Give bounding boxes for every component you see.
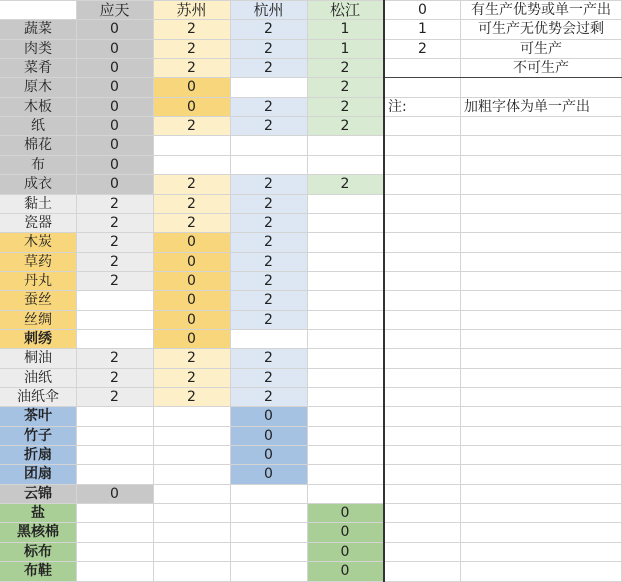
row-label-cell[interactable]: 蚕丝: [0, 291, 76, 310]
value-cell[interactable]: 0: [76, 156, 153, 175]
row-label-cell[interactable]: 黏土: [0, 195, 76, 214]
value-cell[interactable]: [76, 291, 153, 310]
gridline: [0, 484, 622, 485]
gridline: [0, 0, 622, 1]
value-cell[interactable]: [76, 446, 153, 465]
value-cell[interactable]: [153, 156, 230, 175]
value-cell[interactable]: 0: [153, 98, 230, 117]
value-cell[interactable]: [307, 291, 383, 310]
value-cell[interactable]: 2: [230, 369, 307, 388]
value-cell[interactable]: 2: [230, 40, 307, 59]
value-cell[interactable]: [307, 233, 383, 252]
value-cell[interactable]: [76, 504, 153, 523]
row-label-cell[interactable]: 菜肴: [0, 59, 76, 78]
table-legend-separator: [383, 0, 385, 582]
value-cell[interactable]: [307, 311, 383, 330]
value-cell[interactable]: 2: [76, 272, 153, 291]
gridline: [0, 58, 622, 59]
value-cell[interactable]: 2: [230, 195, 307, 214]
row-label-cell[interactable]: 草药: [0, 253, 76, 272]
row-label-cell[interactable]: 棉花: [0, 136, 76, 155]
gridline: [460, 0, 461, 582]
value-cell[interactable]: 2: [230, 175, 307, 194]
row-label-cell[interactable]: 瓷器: [0, 214, 76, 233]
value-cell[interactable]: 0: [230, 407, 307, 426]
gridline: [0, 348, 622, 349]
gridline: [0, 155, 622, 156]
value-cell[interactable]: [76, 330, 153, 349]
row-label-cell[interactable]: 折扇: [0, 446, 76, 465]
legend-code-cell[interactable]: 0: [418, 2, 427, 18]
value-cell[interactable]: 2: [76, 253, 153, 272]
header-cell[interactable]: 苏州: [153, 1, 230, 20]
gridline: [0, 445, 622, 446]
header-corner-cell[interactable]: [0, 1, 76, 20]
gridline: [0, 290, 622, 291]
row-label-cell[interactable]: 茶叶: [0, 407, 76, 426]
value-cell[interactable]: 0: [307, 562, 383, 581]
value-cell[interactable]: 2: [76, 214, 153, 233]
gridline: [0, 522, 622, 523]
value-cell[interactable]: [307, 485, 383, 504]
gridline: [0, 19, 622, 20]
value-cell[interactable]: 2: [76, 195, 153, 214]
value-cell[interactable]: 0: [153, 272, 230, 291]
value-cell[interactable]: 0: [76, 78, 153, 97]
legend-text-cell[interactable]: 可生产无优势会过剩: [478, 21, 604, 38]
value-cell[interactable]: [230, 485, 307, 504]
gridline: [0, 232, 622, 233]
value-cell[interactable]: 0: [153, 311, 230, 330]
value-cell[interactable]: [307, 446, 383, 465]
gridline: [76, 0, 77, 582]
note-label-cell[interactable]: 注:: [388, 98, 407, 115]
value-cell[interactable]: 0: [153, 330, 230, 349]
value-cell[interactable]: [230, 136, 307, 155]
value-cell[interactable]: [307, 156, 383, 175]
value-cell[interactable]: [153, 427, 230, 446]
value-cell[interactable]: [230, 156, 307, 175]
legend-underline: [385, 77, 622, 78]
row-label-cell[interactable]: 成衣: [0, 175, 76, 194]
value-cell[interactable]: [307, 427, 383, 446]
value-cell[interactable]: 0: [307, 504, 383, 523]
value-cell[interactable]: 2: [76, 369, 153, 388]
value-cell[interactable]: [76, 311, 153, 330]
row-label-cell[interactable]: 标布: [0, 543, 76, 562]
value-cell[interactable]: [307, 195, 383, 214]
row-label-cell[interactable]: 布鞋: [0, 562, 76, 581]
gridline: [0, 310, 622, 311]
value-cell[interactable]: 2: [76, 388, 153, 407]
value-cell[interactable]: 0: [76, 20, 153, 39]
value-cell[interactable]: [230, 543, 307, 562]
value-cell[interactable]: 2: [230, 311, 307, 330]
value-cell[interactable]: 2: [153, 20, 230, 39]
row-label-cell[interactable]: 木炭: [0, 233, 76, 252]
value-cell[interactable]: 0: [76, 40, 153, 59]
row-label-cell[interactable]: 桐油: [0, 349, 76, 368]
row-label-cell[interactable]: 布: [0, 156, 76, 175]
value-cell[interactable]: 2: [153, 349, 230, 368]
value-cell[interactable]: 1: [307, 20, 383, 39]
value-cell[interactable]: [153, 523, 230, 542]
value-cell[interactable]: [153, 446, 230, 465]
value-cell[interactable]: 2: [230, 98, 307, 117]
gridline: [0, 368, 622, 369]
gridline: [0, 464, 622, 465]
value-cell[interactable]: [153, 407, 230, 426]
value-cell[interactable]: 0: [76, 485, 153, 504]
gridline: [307, 0, 308, 582]
value-cell[interactable]: 2: [153, 40, 230, 59]
value-cell[interactable]: 2: [307, 117, 383, 136]
value-cell[interactable]: 0: [230, 465, 307, 484]
gridline: [0, 116, 622, 117]
header-cell[interactable]: 应天: [76, 1, 153, 20]
value-cell[interactable]: 2: [230, 291, 307, 310]
value-cell[interactable]: 2: [230, 253, 307, 272]
value-cell[interactable]: [230, 504, 307, 523]
value-cell[interactable]: [230, 330, 307, 349]
gridline: [0, 39, 622, 40]
row-label-cell[interactable]: 黑核棉: [0, 523, 76, 542]
value-cell[interactable]: 2: [76, 349, 153, 368]
row-label-cell[interactable]: 油纸伞: [0, 388, 76, 407]
row-label-cell[interactable]: 刺绣: [0, 330, 76, 349]
value-cell[interactable]: [307, 349, 383, 368]
value-cell[interactable]: 2: [307, 59, 383, 78]
legend-text-cell[interactable]: 不可生产: [513, 60, 569, 77]
gridline: [0, 542, 622, 543]
value-cell[interactable]: 2: [230, 214, 307, 233]
gridline: [0, 174, 622, 175]
value-cell[interactable]: [307, 465, 383, 484]
value-cell[interactable]: 0: [153, 253, 230, 272]
row-label-cell[interactable]: 团扇: [0, 465, 76, 484]
gridline: [0, 271, 622, 272]
gridline: [0, 426, 622, 427]
value-cell[interactable]: [76, 427, 153, 446]
row-label-cell[interactable]: 木板: [0, 98, 76, 117]
gridline: [0, 406, 622, 407]
value-cell[interactable]: 2: [153, 369, 230, 388]
gridline: [0, 213, 622, 214]
row-label-cell[interactable]: 丹丸: [0, 272, 76, 291]
value-cell[interactable]: [153, 136, 230, 155]
value-cell[interactable]: [230, 78, 307, 97]
value-cell[interactable]: 0: [153, 233, 230, 252]
value-cell[interactable]: 2: [153, 175, 230, 194]
value-cell[interactable]: 0: [76, 136, 153, 155]
value-cell[interactable]: 2: [153, 117, 230, 136]
value-cell[interactable]: 0: [76, 59, 153, 78]
value-cell[interactable]: 1: [307, 40, 383, 59]
value-cell[interactable]: 2: [153, 214, 230, 233]
row-label-cell[interactable]: 原木: [0, 78, 76, 97]
gridline: [230, 0, 231, 582]
value-cell[interactable]: [307, 407, 383, 426]
value-cell[interactable]: 2: [230, 59, 307, 78]
note-text-cell[interactable]: 加粗字体为单一产出: [464, 98, 590, 115]
value-cell[interactable]: 0: [230, 427, 307, 446]
gridline: [0, 135, 622, 136]
value-cell[interactable]: 2: [307, 98, 383, 117]
value-cell[interactable]: [230, 562, 307, 581]
row-label-cell[interactable]: 丝绸: [0, 311, 76, 330]
row-label-cell[interactable]: 云锦: [0, 485, 76, 504]
value-cell[interactable]: 2: [76, 233, 153, 252]
legend-text-cell[interactable]: 有生产优势或单一产出: [471, 2, 611, 18]
value-cell[interactable]: [153, 485, 230, 504]
header-cell[interactable]: 松江: [307, 1, 383, 20]
value-cell[interactable]: [307, 369, 383, 388]
value-cell[interactable]: 2: [153, 388, 230, 407]
value-cell[interactable]: [76, 407, 153, 426]
value-cell[interactable]: [153, 504, 230, 523]
value-cell[interactable]: [307, 330, 383, 349]
legend-code-cell[interactable]: 2: [418, 40, 427, 57]
row-label-cell[interactable]: 竹子: [0, 427, 76, 446]
value-cell[interactable]: [76, 562, 153, 581]
row-label-cell[interactable]: 油纸: [0, 369, 76, 388]
value-cell[interactable]: 2: [230, 20, 307, 39]
legend-text-cell[interactable]: 可生产: [520, 40, 562, 57]
row-label-cell[interactable]: 蔬菜: [0, 20, 76, 39]
gridline: [0, 97, 622, 98]
value-cell[interactable]: 0: [76, 98, 153, 117]
value-cell[interactable]: 2: [307, 78, 383, 97]
value-cell[interactable]: [230, 523, 307, 542]
value-cell[interactable]: 0: [76, 175, 153, 194]
row-label-cell[interactable]: 肉类: [0, 40, 76, 59]
value-cell[interactable]: 0: [307, 543, 383, 562]
legend-code-cell[interactable]: 1: [418, 21, 427, 38]
value-cell[interactable]: [307, 388, 383, 407]
value-cell[interactable]: [76, 543, 153, 562]
value-cell[interactable]: [153, 465, 230, 484]
value-cell[interactable]: 2: [153, 59, 230, 78]
value-cell[interactable]: 2: [230, 233, 307, 252]
value-cell[interactable]: [76, 523, 153, 542]
value-cell[interactable]: 0: [76, 117, 153, 136]
gridline: [0, 194, 622, 195]
value-cell[interactable]: 2: [230, 272, 307, 291]
row-label-cell[interactable]: 盐: [0, 504, 76, 523]
value-cell[interactable]: [153, 562, 230, 581]
value-cell[interactable]: 2: [230, 349, 307, 368]
value-cell[interactable]: [153, 543, 230, 562]
legend-code-cell[interactable]: [385, 59, 460, 78]
value-cell[interactable]: 0: [230, 446, 307, 465]
gridline: [0, 329, 622, 330]
value-cell[interactable]: [307, 214, 383, 233]
value-cell[interactable]: 2: [230, 388, 307, 407]
value-cell[interactable]: 0: [307, 523, 383, 542]
value-cell[interactable]: 0: [153, 291, 230, 310]
gridline: [0, 561, 622, 562]
value-cell[interactable]: [76, 465, 153, 484]
gridline: [0, 252, 622, 253]
value-cell[interactable]: 2: [153, 195, 230, 214]
value-cell[interactable]: [307, 136, 383, 155]
value-cell[interactable]: 2: [307, 175, 383, 194]
header-cell[interactable]: 杭州: [230, 1, 307, 20]
value-cell[interactable]: 0: [153, 78, 230, 97]
value-cell[interactable]: [307, 272, 383, 291]
gridline: [0, 503, 622, 504]
gridline: [153, 0, 154, 582]
value-cell[interactable]: 2: [230, 117, 307, 136]
value-cell[interactable]: [307, 253, 383, 272]
row-label-cell[interactable]: 纸: [0, 117, 76, 136]
gridline: [0, 387, 622, 388]
